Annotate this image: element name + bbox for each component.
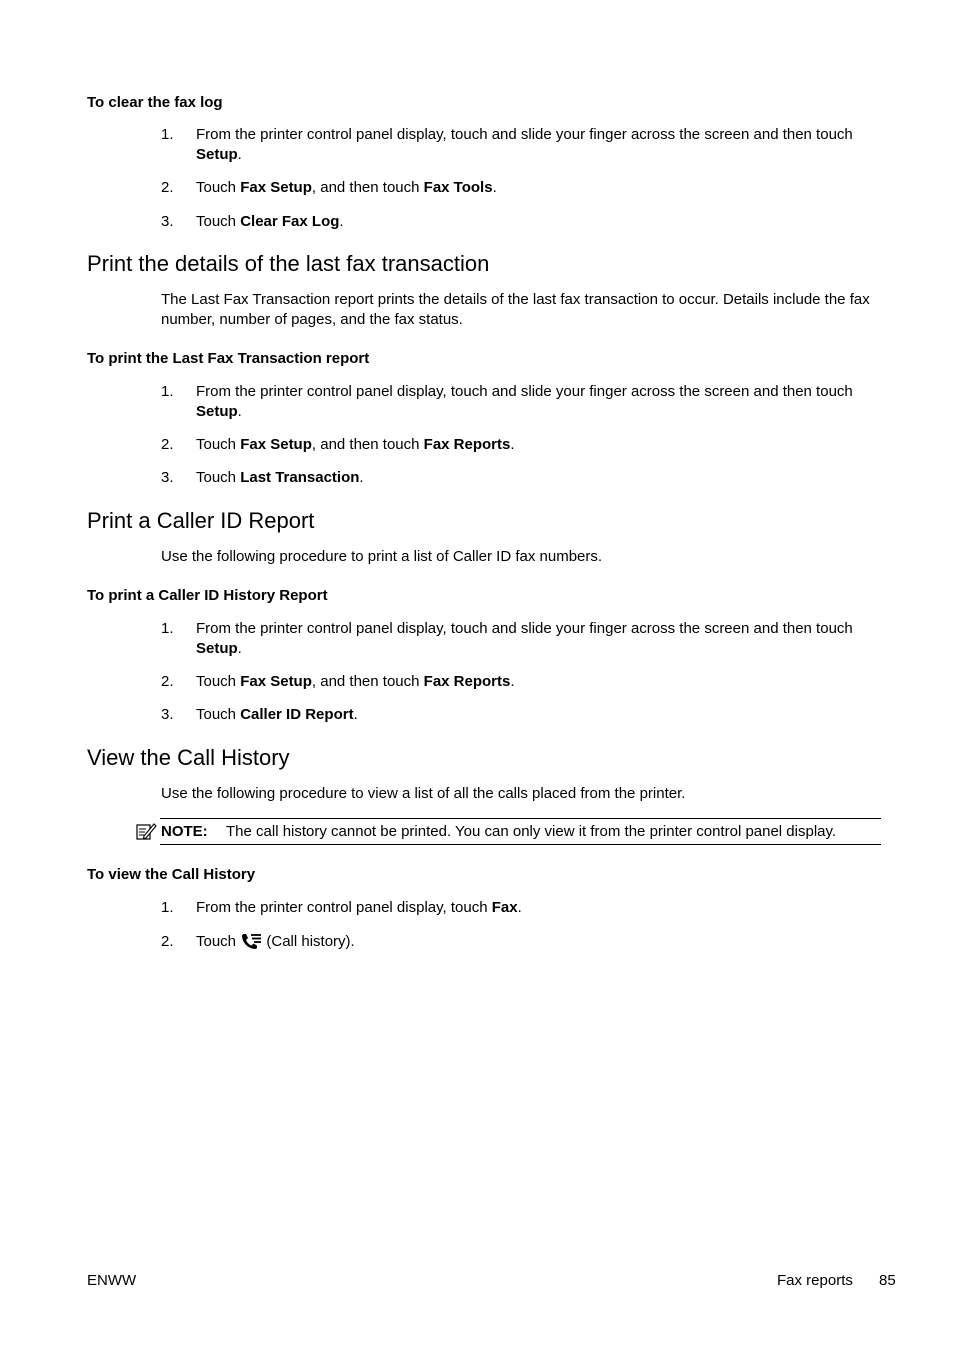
step-text: Touch (Call history). <box>196 933 355 950</box>
heading-view-call-history: View the Call History <box>87 745 290 770</box>
step-text: Touch Clear Fax Log. <box>196 213 344 230</box>
step-last-3 <box>161 468 881 488</box>
ui-term: Caller ID Report <box>240 706 354 723</box>
step-number: 1. <box>161 899 174 916</box>
step-history-1 <box>161 898 881 918</box>
note-rule-bottom <box>160 844 881 845</box>
step-caller-1 <box>161 619 881 658</box>
procedure-title-last-transaction: To print the Last Fax Transaction report <box>87 350 370 367</box>
ui-term: Fax <box>491 899 518 916</box>
step-text: Touch Fax Setup, and then touch Fax Reports. <box>196 436 515 453</box>
step-number: 2. <box>161 179 174 196</box>
step-text: From the printer control panel display, touch and slide your finger across the screen and then touch Setup. <box>196 620 853 657</box>
paragraph-view-call-history: Use the following procedure to view a list of all the calls placed from the printer. <box>161 785 686 802</box>
step-number: 3. <box>161 213 174 230</box>
ui-term: Clear Fax Log <box>240 213 340 230</box>
procedure-title-clear-fax-log: To clear the fax log <box>87 94 223 111</box>
note-text: The call history cannot be printed. You can only view it from the printer control panel display. <box>226 823 837 840</box>
step-last-1 <box>161 382 881 421</box>
ui-term: Fax Reports <box>423 436 511 453</box>
ui-term: Fax Setup <box>240 436 312 453</box>
ui-term: Setup <box>196 402 238 420</box>
paragraph-caller-id-report: Use the following procedure to print a list of Caller ID fax numbers. <box>161 548 603 565</box>
step-text: Touch Last Transaction. <box>196 469 364 486</box>
step-number: 1. <box>161 126 174 143</box>
ui-term: Fax Tools <box>423 179 493 196</box>
ui-term: Last Transaction <box>240 469 360 486</box>
step-clear-2 <box>161 178 881 198</box>
step-number: 3. <box>161 706 174 723</box>
call-history-icon <box>240 932 262 950</box>
heading-last-fax-transaction: Print the details of the last fax transaction <box>87 251 490 276</box>
step-number: 1. <box>161 620 174 637</box>
ui-term: Setup <box>196 145 238 163</box>
paragraph-last-fax-transaction: The Last Fax Transaction report prints the details of the last fax transaction to occur. Details include the fax number, number of pages, and the fax status. <box>161 291 870 328</box>
step-text: Touch Fax Setup, and then touch Fax Tools. <box>196 179 497 196</box>
step-last-2 <box>161 435 881 455</box>
ui-term: Setup <box>196 639 238 657</box>
step-text: Touch Fax Setup, and then touch Fax Reports. <box>196 673 515 690</box>
note-pencil-icon <box>135 821 157 841</box>
step-number: 2. <box>161 673 174 690</box>
step-number: 2. <box>161 933 174 950</box>
step-history-2 <box>161 932 881 952</box>
ui-term: Fax Setup <box>240 673 312 690</box>
procedure-title-caller-id-history: To print a Caller ID History Report <box>87 587 328 604</box>
note-box <box>135 818 881 845</box>
procedure-title-view-call-history: To view the Call History <box>87 866 256 883</box>
footer-page-number: 85 <box>879 1272 896 1289</box>
step-text: From the printer control panel display, touch and slide your finger across the screen and then touch Setup. <box>196 126 853 163</box>
step-text: From the printer control panel display, touch and slide your finger across the screen and then touch Setup. <box>196 383 853 420</box>
note-rule-top <box>160 818 881 819</box>
ui-term: Fax Setup <box>240 179 312 196</box>
step-number: 3. <box>161 469 174 486</box>
step-caller-2 <box>161 672 881 692</box>
step-clear-1 <box>161 125 881 164</box>
step-text: Touch Caller ID Report. <box>196 706 358 723</box>
ui-term: Fax Reports <box>423 673 511 690</box>
step-number: 2. <box>161 436 174 453</box>
step-number: 1. <box>161 383 174 400</box>
step-caller-3 <box>161 705 881 725</box>
step-text: From the printer control panel display, touch Fax. <box>196 899 522 916</box>
footer-left-label: ENWW <box>87 1272 137 1289</box>
heading-caller-id-report: Print a Caller ID Report <box>87 508 315 533</box>
step-clear-3 <box>161 212 881 232</box>
note-label: NOTE: <box>161 823 208 840</box>
footer-section-name: Fax reports <box>777 1272 853 1289</box>
